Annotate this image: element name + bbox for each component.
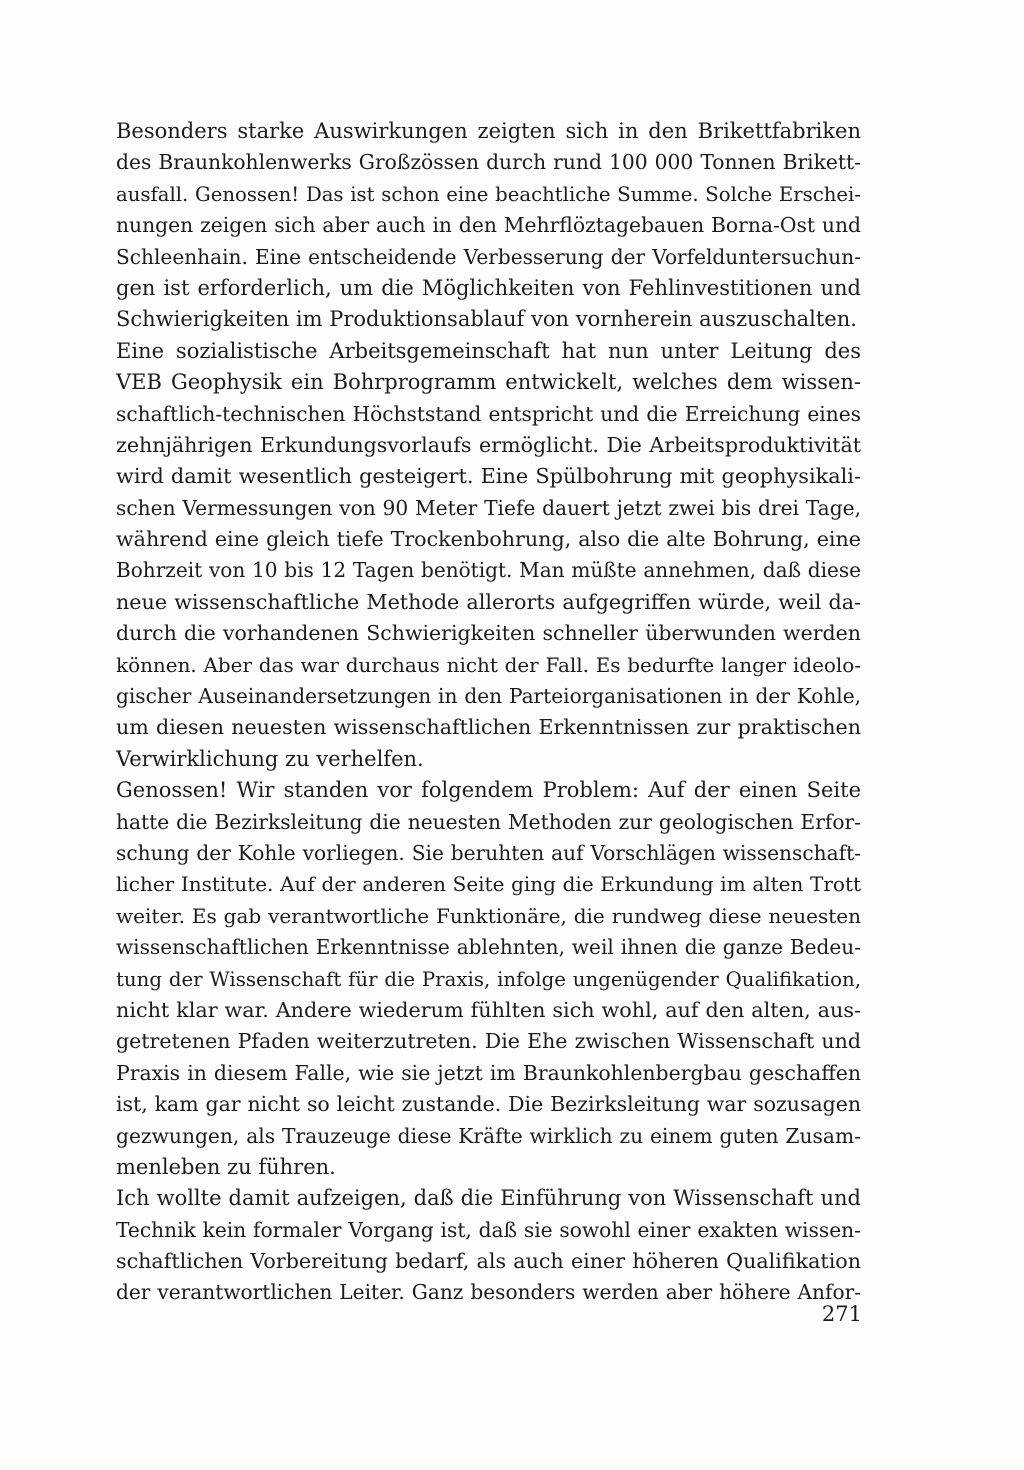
text-line: getretenen Pfaden weiterzutreten. Die Ehe zwischen Wissenschaft und — [116, 1029, 861, 1054]
text-line: Schwierigkeiten im Produktionsablauf von vornherein auszuschalten. — [116, 307, 857, 332]
page-number: 271 — [821, 1302, 862, 1326]
text-line: wissenschaftlichen Erkenntnisse ablehnten, weil ihnen die ganze Bedeu- — [116, 935, 861, 960]
text-line: zehnjährigen Erkundungsvorlaufs ermöglicht. Die Arbeitsproduktivität — [116, 432, 861, 457]
text-line: schaftlichen Vorbereitung bedarf, als auch einer höheren Qualifikation — [116, 1249, 861, 1274]
text-line: Technik kein formaler Vorgang ist, daß sie sowohl einer exakten wissen- — [116, 1217, 861, 1242]
body-text — [116, 116, 861, 1309]
text-line: gischer Auseinandersetzungen in den Parteiorganisationen in der Kohle, — [116, 684, 861, 709]
text-line: Verwirklichung zu verhelfen. — [116, 746, 424, 771]
text-line: nicht klar war. Andere wiederum fühlten sich wohl, auf den alten, aus- — [116, 997, 861, 1022]
text-line: Praxis in diesem Falle, wie sie jetzt im Braunkohlenbergbau geschaffen — [116, 1060, 861, 1085]
text-line: Genossen! Wir standen vor folgendem Problem: Auf der einen Seite — [116, 778, 861, 803]
text-line: licher Institute. Auf der anderen Seite ging die Erkundung im alten Trott — [116, 872, 861, 897]
text-line: Besonders starke Auswirkungen zeigten sich in den Brikettfabriken — [116, 119, 861, 143]
text-line: nungen zeigen sich aber auch in den Mehrflöztagebauen Borna-Ost und — [116, 213, 861, 238]
text-line: um diesen neuesten wissenschaftlichen Erkenntnissen zur praktischen — [116, 715, 861, 740]
text-line: neue wissenschaftliche Methode allerorts aufgegriffen würde, weil da- — [116, 589, 861, 614]
text-line: durch die vorhandenen Schwierigkeiten schneller überwunden werden — [116, 621, 861, 646]
text-line: ausfall. Genossen! Das ist schon eine beachtliche Summe. Solche Erschei- — [116, 182, 861, 206]
text-line: Bohrzeit von 10 bis 12 Tagen benötigt. Man müßte annehmen, daß diese — [116, 558, 861, 583]
text-line: während eine gleich tiefe Trockenbohrung, also die alte Bohrung, eine — [116, 527, 861, 552]
text-line: schen Vermessungen von 90 Meter Tiefe dauert jetzt zwei bis drei Tage, — [116, 495, 861, 520]
text-line: Schleenhain. Eine entscheidende Verbesserung der Vorfelduntersuchun- — [116, 244, 861, 269]
text-line: hatte die Bezirksleitung die neuesten Methoden zur geologischen Erfor- — [116, 809, 861, 834]
text-line: gezwungen, als Trauzeuge diese Kräfte wirklich zu einem guten Zusam- — [116, 1123, 861, 1148]
text-line: Ich wollte damit aufzeigen, daß die Einführung von Wissenschaft und — [116, 1186, 861, 1211]
text-line: schung der Kohle vorliegen. Sie beruhten auf Vorschlägen wissenschaft- — [116, 840, 861, 865]
text-line: menleben zu führen. — [116, 1154, 336, 1179]
text-line: der verantwortlichen Leiter. Ganz besonders werden aber höhere Anfor- — [116, 1280, 861, 1305]
text-line: schaftlich-technischen Höchststand entspricht und die Erreichung eines — [116, 401, 861, 426]
text-line: des Braunkohlenwerks Großzössen durch rund 100 000 Tonnen Brikett- — [116, 150, 861, 175]
text-line: gen ist erforderlich, um die Möglichkeiten von Fehlinvestitionen und — [116, 275, 861, 300]
text-line: tung der Wissenschaft für die Praxis, infolge ungenügender Qualifikation, — [116, 967, 861, 991]
text-line: ist, kam gar nicht so leicht zustande. Die Bezirksleitung war sozusagen — [116, 1092, 861, 1117]
text-line: Eine sozialistische Arbeitsgemeinschaft hat nun unter Leitung des — [116, 338, 861, 363]
text-line: weiter. Es gab verantwortliche Funktionäre, die rundweg diese neuesten — [116, 903, 861, 928]
text-line: VEB Geophysik ein Bohrprogramm entwickelt, welches dem wissen- — [116, 370, 861, 395]
text-line: wird damit wesentlich gesteigert. Eine Spülbohrung mit geophysikali- — [116, 464, 861, 489]
text-line: können. Aber das war durchaus nicht der Fall. Es bedurfte langer ideolo- — [116, 652, 861, 677]
